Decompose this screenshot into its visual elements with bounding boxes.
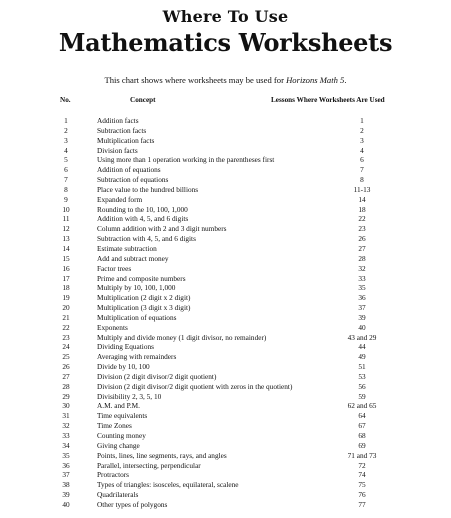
- table-row: [0, 342, 451, 352]
- row-number: 39: [62, 490, 70, 500]
- column-header-lessons: Lessons Where Worksheets Are Used: [271, 96, 385, 104]
- table-row: [0, 382, 451, 392]
- row-number: 40: [62, 499, 70, 509]
- table-row: [0, 411, 451, 421]
- table-row: [0, 116, 451, 126]
- row-number: 5: [64, 155, 68, 165]
- table-row: [0, 352, 451, 362]
- intro-book-title: Horizons Math 5: [286, 75, 345, 85]
- row-lessons: 32: [358, 263, 366, 273]
- table-row: [0, 451, 451, 461]
- row-lessons: 68: [358, 431, 366, 440]
- row-number: 26: [62, 362, 70, 372]
- row-lessons: 28: [358, 253, 366, 263]
- intro-end: .: [344, 75, 347, 85]
- intro-text: [0, 75, 451, 85]
- row-concept: Multiplication (2 digit x 2 digit): [97, 293, 191, 303]
- row-concept: Factor trees: [97, 263, 132, 273]
- row-concept: Rounding to the 10, 100, 1,000: [97, 204, 188, 214]
- row-number: 38: [62, 480, 70, 490]
- row-concept: Time Zones: [97, 421, 132, 431]
- row-concept: Multiply by 10, 100, 1,000: [97, 283, 176, 293]
- row-lessons: 69: [358, 440, 366, 450]
- row-concept: Division facts: [97, 145, 138, 155]
- row-lessons: 75: [358, 480, 366, 490]
- table-row: [0, 195, 451, 205]
- worksheet-table: [0, 116, 451, 510]
- row-lessons: 62 and 65: [347, 401, 377, 411]
- row-number: 14: [62, 243, 70, 253]
- row-concept: Add and subtract money: [97, 253, 169, 263]
- table-row: [0, 136, 451, 146]
- row-lessons: 6: [360, 155, 364, 165]
- table-row: [0, 490, 451, 500]
- row-concept: Subtraction of equations: [97, 175, 169, 185]
- row-concept: Dividing Equations: [97, 342, 154, 352]
- row-concept: Quadrilaterals: [97, 490, 139, 500]
- page-supertitle: Where To Use: [162, 7, 289, 26]
- row-lessons: 36: [358, 293, 366, 303]
- row-number: 10: [62, 204, 70, 214]
- table-row: [0, 155, 451, 165]
- row-concept: Multiply and divide money (1 digit divisor, no remainder): [97, 332, 267, 342]
- row-concept: Protractors: [97, 470, 130, 480]
- table-row: [0, 313, 451, 323]
- row-concept: Parallel, intersecting, perpendicular: [97, 460, 201, 470]
- table-row: [0, 421, 451, 431]
- row-lessons: 51: [358, 362, 366, 372]
- row-number: 32: [62, 421, 70, 431]
- table-row: [0, 205, 451, 215]
- row-lessons: 22: [358, 214, 366, 224]
- row-lessons: 3: [360, 135, 364, 145]
- row-lessons: 72: [358, 460, 366, 470]
- row-lessons: 11-13: [353, 184, 371, 194]
- row-lessons: 77: [358, 499, 366, 509]
- row-lessons: 33: [358, 273, 366, 283]
- row-concept: Divide by 10, 100: [97, 362, 150, 372]
- table-row: [0, 461, 451, 471]
- row-number: 36: [62, 460, 70, 470]
- row-lessons: 39: [358, 312, 366, 322]
- row-lessons: 26: [358, 234, 366, 244]
- table-row: [0, 165, 451, 175]
- row-number: 37: [62, 470, 70, 480]
- row-concept: Time equivalents: [97, 411, 148, 421]
- table-row: [0, 234, 451, 244]
- row-number: 11: [62, 214, 70, 224]
- row-number: 29: [62, 391, 70, 401]
- row-number: 34: [62, 440, 70, 450]
- row-lessons: 1: [360, 116, 364, 125]
- table-row: [0, 372, 451, 382]
- row-lessons: 64: [358, 411, 366, 421]
- table-row: [0, 431, 451, 441]
- row-number: 16: [62, 263, 70, 273]
- row-concept: Using more than 1 operation working in the parentheses first: [97, 155, 275, 165]
- intro-lead: This chart shows where worksheets may be used for: [104, 75, 287, 85]
- row-concept: Subtraction with 4, 5, and 6 digits: [97, 234, 196, 244]
- row-concept: Expanded form: [97, 194, 143, 204]
- row-lessons: 18: [358, 204, 366, 214]
- row-number: 6: [64, 165, 68, 175]
- row-lessons: 49: [358, 352, 366, 362]
- row-lessons: 2: [360, 125, 364, 135]
- table-row: [0, 441, 451, 451]
- row-lessons: 37: [358, 303, 366, 313]
- row-concept: Counting money: [97, 431, 146, 440]
- row-number: 2: [64, 125, 68, 135]
- row-number: 13: [62, 234, 70, 244]
- row-lessons: 53: [358, 371, 366, 381]
- row-number: 25: [62, 352, 70, 362]
- row-number: 1: [64, 116, 68, 125]
- row-lessons: 44: [358, 342, 366, 352]
- table-row: [0, 470, 451, 480]
- table-row: [0, 126, 451, 136]
- row-concept: Averaging with remainders: [97, 352, 177, 362]
- row-number: 4: [64, 145, 68, 155]
- row-lessons: 56: [358, 381, 366, 391]
- row-concept: Multiplication (3 digit x 3 digit): [97, 303, 191, 313]
- table-row: [0, 303, 451, 313]
- table-row: [0, 333, 451, 343]
- row-number: 24: [62, 342, 70, 352]
- row-number: 33: [62, 431, 70, 440]
- table-row: [0, 392, 451, 402]
- row-lessons: 74: [358, 470, 366, 480]
- row-concept: Giving change: [97, 440, 140, 450]
- row-concept: Addition facts: [97, 116, 139, 125]
- row-concept: Column addition with 2 and 3 digit numbers: [97, 224, 227, 234]
- row-concept: A.M. and P.M.: [97, 401, 140, 411]
- row-number: 20: [62, 303, 70, 313]
- row-number: 3: [64, 135, 68, 145]
- row-concept: Exponents: [97, 322, 128, 332]
- table-row: [0, 185, 451, 195]
- table-row: [0, 480, 451, 490]
- row-number: 35: [62, 450, 70, 460]
- row-lessons: 43 and 29: [347, 332, 377, 342]
- row-number: 9: [64, 194, 68, 204]
- row-concept: Other types of polygons: [97, 499, 168, 509]
- page-title: Mathematics Worksheets: [58, 28, 393, 57]
- row-concept: Subtraction facts: [97, 125, 147, 135]
- row-number: 22: [62, 322, 70, 332]
- row-number: 21: [62, 312, 70, 322]
- table-row: [0, 401, 451, 411]
- row-number: 8: [64, 184, 68, 194]
- row-lessons: 59: [358, 391, 366, 401]
- table-row: [0, 323, 451, 333]
- row-lessons: 76: [358, 490, 366, 500]
- table-row: [0, 293, 451, 303]
- row-number: 18: [62, 283, 70, 293]
- row-number: 15: [62, 253, 70, 263]
- row-concept: Points, lines, line segments, rays, and angles: [97, 450, 227, 460]
- row-concept: Addition of equations: [97, 165, 161, 175]
- row-lessons: 40: [358, 322, 366, 332]
- row-lessons: 35: [358, 283, 366, 293]
- table-row: [0, 283, 451, 293]
- row-lessons: 27: [358, 243, 366, 253]
- row-number: 23: [62, 332, 70, 342]
- row-concept: Types of triangles: isosceles, equilateral, scalene: [97, 480, 239, 490]
- row-lessons: 7: [360, 165, 364, 175]
- row-lessons: 14: [358, 194, 366, 204]
- table-row: [0, 244, 451, 254]
- row-number: 30: [62, 401, 70, 411]
- row-number: 17: [62, 273, 70, 283]
- table-row: [0, 175, 451, 185]
- row-concept: Prime and composite numbers: [97, 273, 186, 283]
- table-row: [0, 224, 451, 234]
- row-concept: Multiplication facts: [97, 135, 155, 145]
- row-concept: Place value to the hundred billions: [97, 184, 199, 194]
- table-row: [0, 274, 451, 284]
- row-concept: Addition with 4, 5, and 6 digits: [97, 214, 189, 224]
- row-number: 28: [62, 381, 70, 391]
- row-concept: Estimate subtraction: [97, 243, 157, 253]
- row-number: 12: [62, 224, 70, 234]
- row-lessons: 71 and 73: [347, 450, 377, 460]
- row-lessons: 67: [358, 421, 366, 431]
- row-number: 7: [64, 175, 68, 185]
- row-lessons: 4: [360, 145, 364, 155]
- row-concept: Division (2 digit divisor/2 digit quotient): [97, 371, 217, 381]
- table-row: [0, 500, 451, 510]
- column-header-no: No.: [60, 96, 71, 104]
- table-row: [0, 254, 451, 264]
- table-row: [0, 264, 451, 274]
- table-row: [0, 362, 451, 372]
- row-lessons: 8: [360, 175, 364, 185]
- row-concept: Division (2 digit divisor/2 digit quotient with zeros in the quotient): [97, 381, 293, 391]
- row-number: 27: [62, 371, 70, 381]
- row-number: 31: [62, 411, 70, 421]
- column-header-concept: Concept: [130, 96, 156, 104]
- row-lessons: 23: [358, 224, 366, 234]
- table-row: [0, 214, 451, 224]
- row-concept: Divisibility 2, 3, 5, 10: [97, 391, 162, 401]
- row-concept: Multiplication of equations: [97, 312, 177, 322]
- table-row: [0, 146, 451, 156]
- row-number: 19: [62, 293, 70, 303]
